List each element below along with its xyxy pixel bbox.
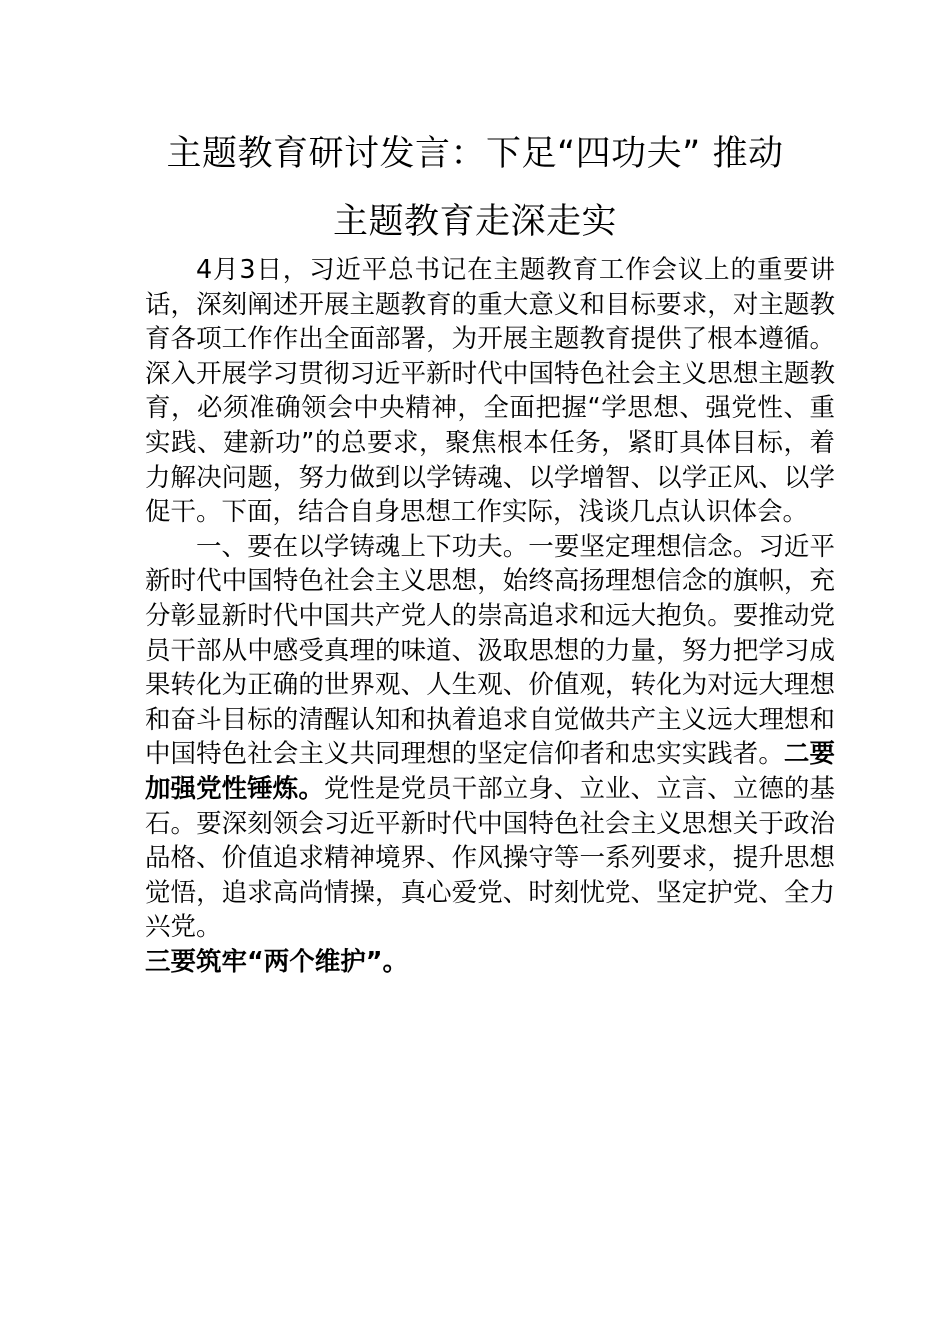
section-one-text: 一、要在以学铸魂上下功夫。一要坚定理想信念。习近平新时代中国特色社会主义思想，始终高扬理想信念的旗帜，充分彰显新时代中国共产党人的崇高追求和远大抱负。要推动党员干部从中感受真理的味道、汲取思想的力量，努力把学习成果转化为正确的世界观、人生观、价值观，转化为对远大理想和奋斗目标的清醒认知和执着追求自觉做共产主义远大理想和中国特色社会主义共同理想的坚定信仰者和忠实实践者。	[145, 531, 835, 770]
document-title-line-1: 主题教育研讨发言：下足“四功夫” 推动	[166, 134, 784, 174]
paragraph-section-one	[145, 530, 835, 945]
section-one-point-three-heading: 三要筑牢“两个维护”。	[145, 946, 409, 977]
paragraph-intro: 4月3日，习近平总书记在主题教育工作会议上的重要讲话，深刻阐述开展主题教育的重大意义和目标要求，对主题教育各项工作作出全面部署，为开展主题教育提供了根本遵循。深入开展学习贯彻习近平新时代中国特色社会主义思想主题教育，必须准确领会中央精神，全面把握“学思想、强党性、重实践、建新功”的总要求，聚焦根本任务，紧盯具体目标，着力解决问题，努力做到以学铸魂、以学增智、以学正风、以学促干。下面，结合自身思想工作实际，浅谈几点认识体会。	[145, 255, 835, 528]
section-one-point-two-heading: 二要加强党性锤炼。	[145, 739, 835, 804]
document-title-line-2: 主题教育走深走实	[332, 202, 617, 242]
document-body	[145, 253, 835, 979]
section-one-point-two-text: 党性是党员干部立身、立业、立言、立德的基石。要深刻领会习近平新时代中国特色社会主义思想关于政治品格、价值追求精神境界、作风操守等一系列要求，提升思想觉悟，追求高尚情操，真心爱党、时刻忧党、坚定护党、全力兴党。	[145, 773, 835, 943]
